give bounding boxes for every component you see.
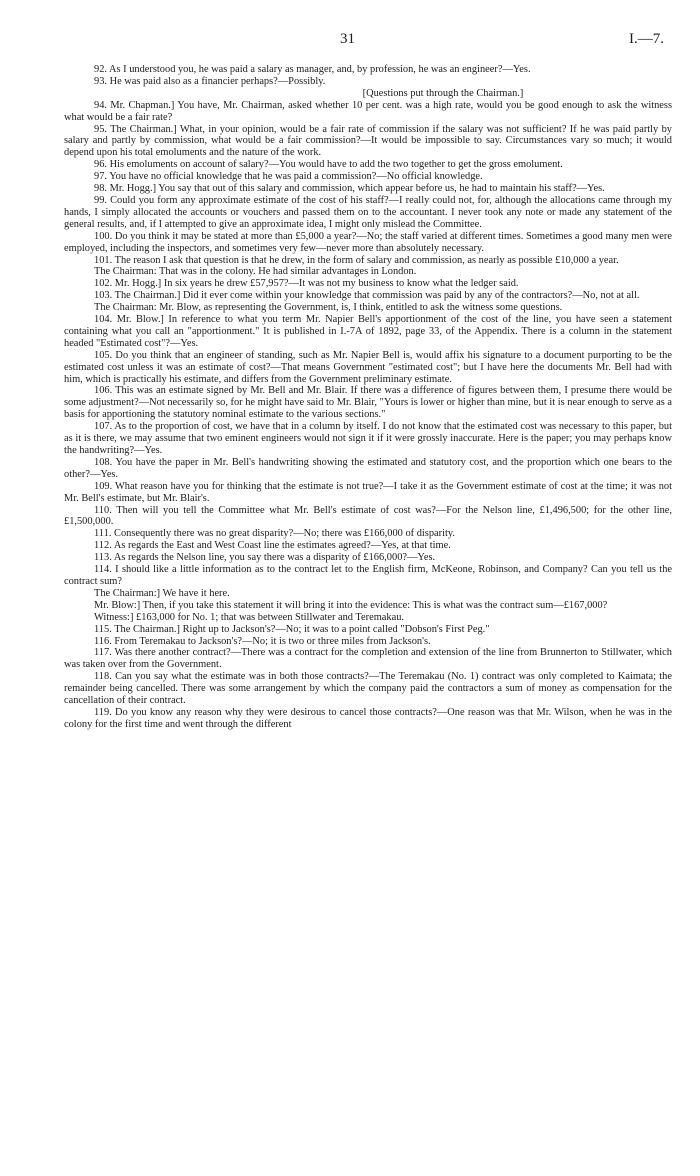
document-body	[64, 64, 672, 731]
question-108: 108. You have the paper in Mr. Bell's handwriting showing the estimated and statutory cost, and the proportion which one bears to the other?—Yes.	[64, 456, 672, 480]
question-93: 93. He was paid also as a financier perhaps?—Possibly.	[94, 75, 326, 87]
question-99: 99. Could you form any approximate estimate of the cost of his staff?—I really could not, for, although the allocations came through my hands, I simply allocated the accounts or vouchers and passed them on to the accountant. I never took any note or made any statement of the general results, and, if I attempted to give an approximate idea, I might only mislead the Committee.	[64, 194, 672, 230]
question-103: 103. The Chairman.] Did it ever come within your knowledge that commission was paid by any of the contractors?—No, not at all.	[94, 290, 640, 302]
question-119: 119. Do you know any reason why they were desirous to cancel those contracts?—One reason was that Mr. Wilson, when he was in the colony for the first time and went through the different	[64, 706, 672, 730]
page-number: 31	[340, 31, 355, 47]
question-104: 104. Mr. Blow.] In reference to what you term Mr. Napier Bell's apportionment of the cost of the line, you have seen a statement containing what you call an "apportionment." It is published in I.-7A of 1892, page 33, of the Appendix. There is a column in the statement headed "Estimated cost"?—Yes.	[64, 314, 672, 349]
question-101: 101. The reason I ask that question is that he drew, in the form of salary and commission, as nearly as possible £10,000 a year.	[94, 254, 619, 266]
question-115: 115. The Chairman.] Right up to Jackson's?—No; it was to a point called "Dobson's First Peg."	[94, 623, 490, 635]
document-series-code: I.—7.	[629, 31, 664, 47]
chairman-remark: The Chairman: That was in the colony. He had similar advantages in London.	[94, 266, 417, 278]
page-header	[64, 31, 672, 64]
chairman-remark: The Chairman: Mr. Blow, as representing the Government, is, I think, entitled to ask the witness some questions.	[94, 302, 563, 314]
bracket-note: [Questions put through the Chairman.]	[362, 87, 524, 99]
chairman-remark: The Chairman:] We have it here.	[94, 587, 230, 599]
question-112: 112. As regards the East and West Coast line the estimates agreed?—Yes, at that time.	[94, 540, 451, 552]
question-100: 100. Do you think it may be stated at more than £5,000 a year?—No; the staff varied at different times. Sometimes a good many men were employed, including the inspectors, and sometimes very few—never more than absolutely necessary.	[64, 230, 672, 254]
question-116: 116. From Teremakau to Jackson's?—No; it is two or three miles from Jackson's.	[94, 635, 431, 647]
question-94: 94. Mr. Chapman.] You have, Mr. Chairman, asked whether 10 per cent. was a high rate, would you be good enough to ask the witness what would be a fair rate?	[64, 99, 672, 123]
blow-remark: Mr. Blow:] Then, if you take this statement it will bring it into the evidence: This is what was the contract sum—£167,000?	[94, 599, 608, 611]
question-106: 106. This was an estimate signed by Mr. Bell and Mr. Blair. If there was a difference of figures between them, I presume there would be some adjustment?—Not necessarily so, for he might have said to Mr. Blair, "Yours is lower or higher than mine, but it is near enough to serve as a basis for apportioning the statutory nominal estimate to the various sections."	[64, 385, 672, 421]
witness-answer: Witness:] £163,000 for No. 1; that was between Stillwater and Teremakau.	[94, 611, 405, 623]
question-110: 110. Then will you tell the Committee what Mr. Bell's estimate of cost was?—For the Nelson line, £1,496,500; for the other line, £1,500,000.	[64, 504, 672, 528]
question-111: 111. Consequently there was no great disparity?—No; there was £166,000 of disparity.	[94, 528, 455, 540]
question-114: 114. I should like a little information as to the contract let to the English firm, McKeone, Robinson, and Company? Can you tell us the contract sum?	[64, 564, 672, 587]
question-96: 96. His emoluments on account of salary?—You would have to add the two together to get the gross emolument.	[94, 159, 563, 171]
question-117: 117. Was there another contract?—There was a contract for the completion and extension of the line from Brunnerton to Stillwater, which was taken over from the Government.	[64, 647, 672, 671]
question-107: 107. As to the proportion of cost, we have that in a column by itself. I do not know that the estimated cost was necessary to this paper, but as it is there, we may assume that two eminent engineers would not sign it if it were grossly inaccurate. Here is the paper; you may perhaps know the handwriting?—Yes.	[64, 421, 672, 456]
question-95: 95. The Chairman.] What, in your opinion, would be a fair rate of commission if the salary was not sufficient? If he was paid partly by salary and partly by commission, what would be a fair commission?—It would be impossible to say. Circumstances vary so much; it would depend upon his total emoluments and the nature of the work.	[64, 123, 672, 159]
question-105: 105. Do you think that an engineer of standing, such as Mr. Napier Bell is, would affix his signature to a document purporting to be the estimated cost unless it was an estimate of cost?—That means Government "estimated cost"; but I have here the documents Mr. Bell had with him, which is practically his estimate, and differs from the Government preliminary estimate.	[64, 349, 672, 385]
question-109: 109. What reason have you for thinking that the estimate is not true?—I take it as the Government estimate of cost at the time; it was not Mr. Bell's estimate, but Mr. Blair's.	[64, 480, 672, 504]
question-118: 118. Can you say what the estimate was in both those contracts?—The Teremakau (No. 1) contract was only completed to Kaimata; the remainder being cancelled. There was some arrangement by which the company paid the contractors a sum of money as compensation for the cancellation of their contract.	[64, 671, 672, 707]
question-92: 92. As I understood you, he was paid a salary as manager, and, by profession, he was an engineer?—Yes.	[94, 64, 531, 75]
question-97: 97. You have no official knowledge that he was paid a commission?—No official knowledge.	[94, 171, 483, 183]
question-102: 102. Mr. Hogg.] In six years he drew £57,957?—It was not my business to know what the ledger said.	[94, 278, 519, 290]
question-98: 98. Mr. Hogg.] You say that out of this salary and commission, which appear before us, he had to maintain his staff?—Yes.	[94, 183, 605, 195]
question-113: 113. As regards the Nelson line, you say there was a disparity of £166,000?—Yes.	[94, 552, 436, 564]
